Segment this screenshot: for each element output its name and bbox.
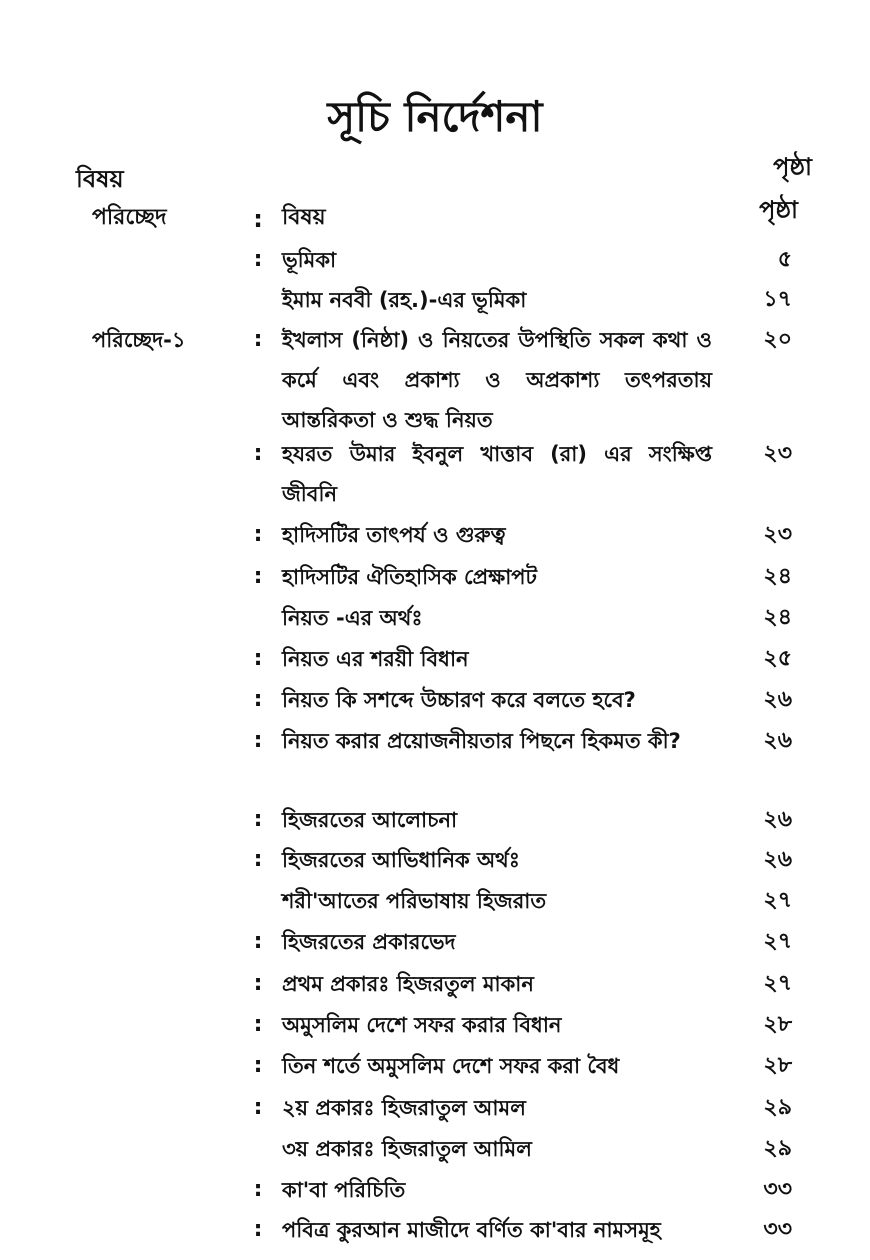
entry-topic: হাদিসটির তাৎপর্য ও গুরুত্ব bbox=[282, 523, 506, 547]
entry-page-number: ২৮ bbox=[763, 1012, 792, 1037]
entry-topic: অমুসলিম দেশে সফর করার বিধান bbox=[282, 1013, 562, 1037]
entry-page-number: ২৩ bbox=[763, 522, 792, 547]
entry-page-number: ২৬ bbox=[763, 728, 792, 753]
entry-page-number: ২৮ bbox=[763, 1053, 792, 1078]
entry-colon: : bbox=[253, 687, 263, 712]
entry-colon: : bbox=[253, 441, 263, 466]
entry-topic: ভূমিকা bbox=[282, 248, 337, 272]
entry-topic: ২য় প্রকারঃ হিজরাতুল আমল bbox=[282, 1096, 526, 1120]
entry-topic: নিয়ত করার প্রয়োজনীয়তার পিছনে হিকমত কী? bbox=[282, 729, 681, 753]
chapter-label: পরিচ্ছেদ-১ bbox=[92, 328, 186, 352]
entry-topic: হিজরতের প্রকারভেদ bbox=[282, 930, 456, 954]
entry-page-number: ২৭ bbox=[763, 888, 792, 913]
subject-column-header: বিষয় bbox=[76, 165, 124, 193]
entry-colon: : bbox=[253, 1177, 263, 1202]
entry-topic: ৩য় প্রকারঃ হিজরাতুল আমিল bbox=[282, 1137, 532, 1161]
entry-page-number: ২৪ bbox=[763, 564, 792, 589]
entry-colon: : bbox=[253, 1012, 263, 1037]
entry-colon: : bbox=[253, 327, 263, 352]
entry-colon: : bbox=[253, 847, 263, 872]
entry-topic: হিজরতের আভিধানিক অর্থঃ bbox=[282, 848, 520, 872]
subject-column-header-secondary: বিষয় bbox=[282, 205, 326, 230]
entry-page-number: ২৯ bbox=[763, 1136, 792, 1161]
page-column-header-secondary: পৃষ্ঠা bbox=[759, 196, 798, 224]
entry-topic: নিয়ত কি সশব্দে উচ্চারণ করে বলতে হবে? bbox=[282, 688, 636, 712]
entry-topic: শরী'আতের পরিভাষায় হিজরাত bbox=[282, 889, 547, 913]
header-colon: : bbox=[253, 205, 263, 233]
entry-topic: পবিত্র কুরআন মাজীদে বর্ণিত কা'বার নামসমূহ bbox=[282, 1218, 661, 1242]
entry-topic: ইমাম নববী (রহ.)-এর ভূমিকা bbox=[282, 288, 527, 312]
entry-colon: : bbox=[253, 1217, 263, 1242]
entry-page-number: ৩৩ bbox=[763, 1177, 792, 1202]
chapter-column-header: পরিচ্ছেদ bbox=[92, 205, 167, 230]
page-title: সূচি নির্দেশনা bbox=[327, 92, 543, 141]
entry-page-number: ২৬ bbox=[763, 807, 792, 832]
entry-topic: হাদিসটির ঐতিহাসিক প্রেক্ষাপট bbox=[282, 565, 537, 589]
entry-page-number: ২৪ bbox=[763, 605, 792, 630]
page-column-header: পৃষ্ঠা bbox=[773, 153, 812, 181]
entry-colon: : bbox=[253, 564, 263, 589]
entry-topic: হিজরতের আলোচনা bbox=[282, 808, 458, 832]
entry-page-number: ২৯ bbox=[763, 1095, 792, 1120]
entry-page-number: ২৩ bbox=[763, 441, 792, 466]
entry-page-number: ৫ bbox=[777, 247, 792, 272]
entry-colon: : bbox=[253, 1053, 263, 1078]
entry-topic: তিন শর্তে অমুসলিম দেশে সফর করা বৈধ bbox=[282, 1054, 620, 1078]
entry-page-number: ২০ bbox=[763, 327, 792, 352]
entry-page-number: ২৫ bbox=[763, 646, 792, 671]
entry-colon: : bbox=[253, 247, 263, 272]
entry-colon: : bbox=[253, 522, 263, 547]
entry-page-number: ২৭ bbox=[763, 971, 792, 996]
entry-colon: : bbox=[253, 807, 263, 832]
entry-colon: : bbox=[253, 728, 263, 753]
entry-page-number: ২৬ bbox=[763, 687, 792, 712]
entry-page-number: ২৭ bbox=[763, 929, 792, 954]
entry-topic: নিয়ত এর শরয়ী বিধান bbox=[282, 647, 469, 671]
entry-colon: : bbox=[253, 646, 263, 671]
entry-topic: ইখলাস (নিষ্ঠা) ও নিয়তের উপস্থিতি সকল কথা ও কর্মে এবং প্রকাশ্য ও অপ্রকাশ্য তৎপরতায় আন্তরিকতা ও শুদ্ধ নিয়ত bbox=[282, 328, 712, 432]
entry-page-number: ৩৩ bbox=[763, 1217, 792, 1242]
entry-colon: : bbox=[253, 1095, 263, 1120]
entry-topic: নিয়ত -এর অর্থঃ bbox=[282, 606, 423, 630]
entry-page-number: ২৬ bbox=[763, 847, 792, 872]
entry-page-number: ১৭ bbox=[763, 287, 792, 312]
entry-colon: : bbox=[253, 929, 263, 954]
entry-topic: হযরত উমার ইবনুল খাত্তাব (রা) এর সংক্ষিপ্ত জীবনি bbox=[282, 442, 712, 506]
entry-topic: প্রথম প্রকারঃ হিজরতুল মাকান bbox=[282, 972, 534, 996]
entry-topic: কা'বা পরিচিতি bbox=[282, 1178, 406, 1202]
entry-colon: : bbox=[253, 971, 263, 996]
